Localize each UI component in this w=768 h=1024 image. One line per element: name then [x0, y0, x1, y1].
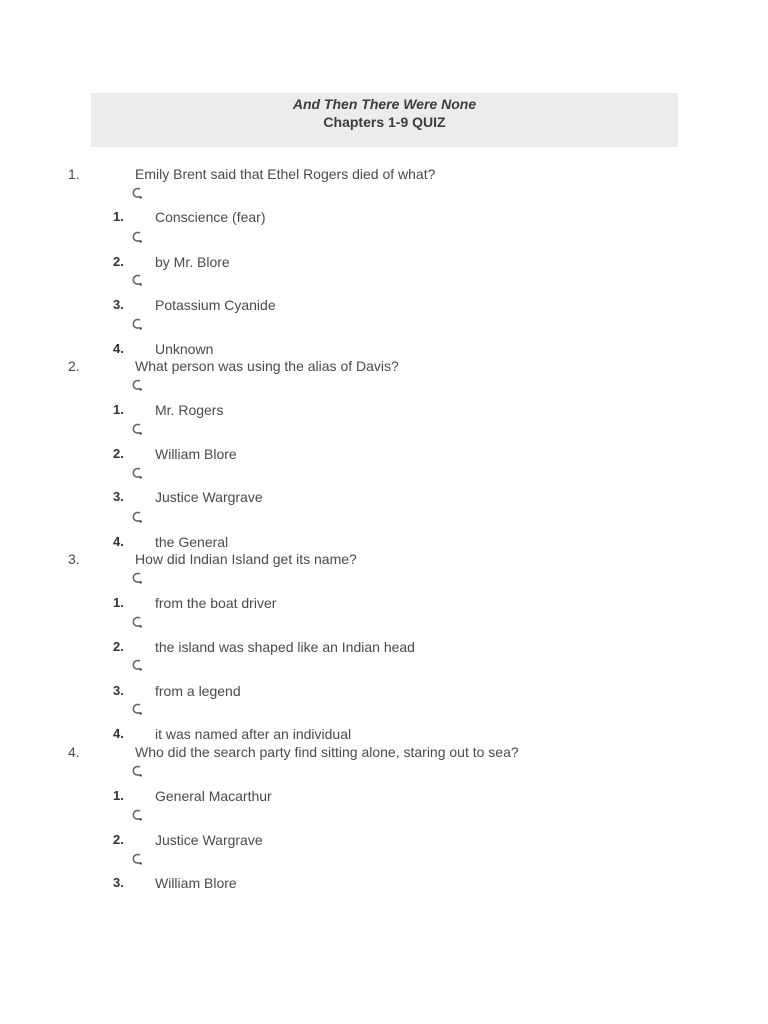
option-text: William Blore [155, 446, 237, 462]
option-text: William Blore [155, 875, 237, 891]
option-number: 2. [113, 639, 124, 654]
question-number: 3. [68, 551, 80, 567]
option-number: 1. [113, 209, 124, 224]
option-text: it was named after an individual [155, 726, 352, 742]
option-number: 1. [113, 788, 124, 803]
option-number: 3. [113, 875, 124, 890]
quiz-subtitle: Chapters 1-9 QUIZ [323, 114, 446, 130]
option-number: 1. [113, 595, 124, 610]
option-number: 1. [113, 402, 124, 417]
radio-button-icon[interactable] [131, 658, 143, 672]
radio-button-icon[interactable] [131, 764, 143, 778]
radio-button-icon[interactable] [131, 510, 143, 524]
question-number: 2. [68, 358, 80, 374]
question-text: How did Indian Island get its name? [135, 551, 357, 567]
option-number: 2. [113, 832, 124, 847]
question-text: Who did the search party find sitting alone, staring out to sea? [135, 744, 519, 760]
option-text: Justice Wargrave [155, 489, 263, 505]
option-number: 2. [113, 446, 124, 461]
option-text: by Mr. Blore [155, 254, 230, 270]
radio-button-icon[interactable] [131, 571, 143, 585]
radio-button-icon[interactable] [131, 466, 143, 480]
option-text: Potassium Cyanide [155, 297, 276, 313]
radio-button-icon[interactable] [131, 808, 143, 822]
option-text: Unknown [155, 341, 214, 357]
question-text: Emily Brent said that Ethel Rogers died of what? [135, 166, 436, 182]
quiz-title: And Then There Were None [292, 96, 477, 112]
radio-button-icon[interactable] [131, 186, 143, 200]
question-text: What person was using the alias of Davis? [135, 358, 399, 374]
question-number: 1. [68, 166, 80, 182]
radio-button-icon[interactable] [131, 615, 143, 629]
option-number: 4. [113, 726, 124, 741]
radio-button-icon[interactable] [131, 273, 143, 287]
radio-button-icon[interactable] [131, 702, 143, 716]
option-number: 3. [113, 489, 124, 504]
option-number: 4. [113, 341, 124, 356]
radio-button-icon[interactable] [131, 852, 143, 866]
option-text: from the boat driver [155, 595, 277, 611]
option-text: General Macarthur [155, 788, 272, 804]
option-text: from a legend [155, 683, 241, 699]
question-number: 4. [68, 744, 80, 760]
quiz-header [91, 93, 678, 147]
option-number: 4. [113, 534, 124, 549]
radio-button-icon[interactable] [131, 378, 143, 392]
radio-button-icon[interactable] [131, 230, 143, 244]
option-text: the General [155, 534, 229, 550]
option-text: Conscience (fear) [155, 209, 266, 225]
option-text: Mr. Rogers [155, 402, 224, 418]
option-number: 3. [113, 297, 124, 312]
option-number: 2. [113, 254, 124, 269]
radio-button-icon[interactable] [131, 422, 143, 436]
option-text: the island was shaped like an Indian head [155, 639, 415, 655]
option-text: Justice Wargrave [155, 832, 263, 848]
option-number: 3. [113, 683, 124, 698]
radio-button-icon[interactable] [131, 317, 143, 331]
